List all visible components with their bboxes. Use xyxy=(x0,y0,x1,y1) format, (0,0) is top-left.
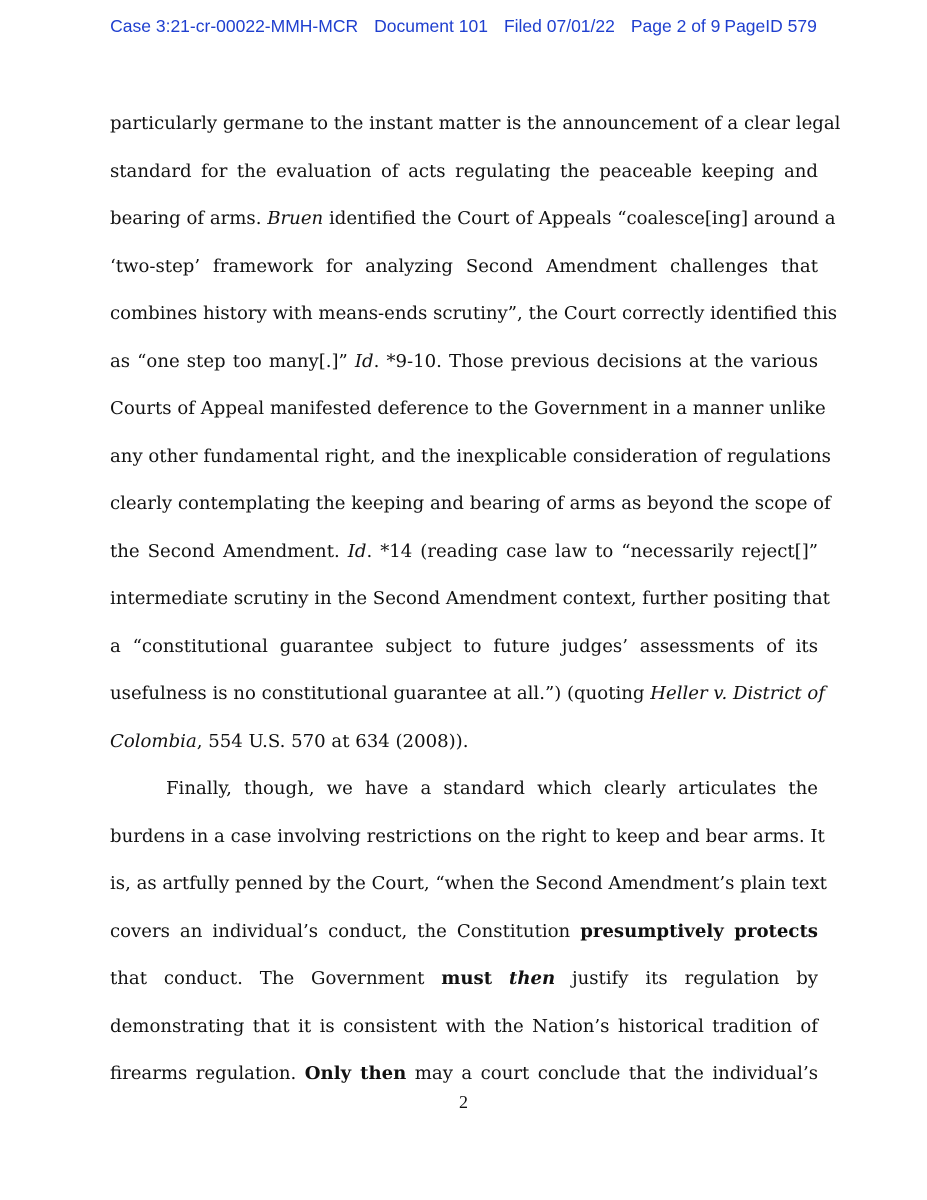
case-citation: Heller v. District of xyxy=(650,683,826,704)
text-line: a “constitutional guarantee subject to future judges’ assessments of its xyxy=(110,635,818,657)
text-line: is, as artfully penned by the Court, “when the Second Amendment’s plain text xyxy=(110,873,827,894)
case-citation: Id xyxy=(354,350,374,372)
text-line: ‘two-step’ framework for analyzing Second Amendment challenges that xyxy=(110,255,818,277)
page-count: Page 2 of 9 xyxy=(630,16,721,36)
text-line: intermediate scrutiny in the Second Amendment context, further positing that xyxy=(110,588,830,609)
filed-date: Filed 07/01/22 xyxy=(503,16,615,36)
case-number: Case 3:21-cr-00022-MMH-MCR xyxy=(110,16,359,36)
text-line: burdens in a case involving restrictions on the right to keep and bear arms. It xyxy=(110,825,825,847)
case-header xyxy=(0,16,927,37)
text-line: that conduct. The Government must then justify its regulation by xyxy=(110,968,818,989)
text-line: combines history with means-ends scrutiny”, the Court correctly identified this xyxy=(110,303,838,324)
text-line: bearing of arms. Bruen identified the Court of Appeals “coalesce[ing] around a xyxy=(110,208,836,229)
page-number: 2 xyxy=(459,1092,468,1112)
page-id: PageID 579 xyxy=(724,16,817,36)
text-line: Colombia, 554 U.S. 570 at 634 (2008)). xyxy=(110,730,469,752)
document-body xyxy=(110,104,841,1102)
case-citation: Bruen xyxy=(267,208,324,229)
text-line: demonstrating that it is consistent with the Nation’s historical tradition of xyxy=(110,1015,818,1037)
text-line: as “one step too many[.]” Id. *9-10. Those previous decisions at the various xyxy=(110,350,818,372)
case-citation: Colombia xyxy=(110,730,197,752)
paragraph-start-line: Finally, though, we have a standard which clearly articulates the xyxy=(166,778,818,799)
text-line: covers an individual’s conduct, the Constitution presumptively protects xyxy=(110,920,818,942)
case-citation: Id xyxy=(347,540,367,562)
text-line: the Second Amendment. Id. *14 (reading case law to “necessarily reject[]” xyxy=(110,540,818,562)
text-line: standard for the evaluation of acts regulating the peaceable keeping and xyxy=(110,160,818,182)
emphasis-bold: must xyxy=(441,968,493,989)
text-line: firearms regulation. Only then may a court conclude that the individual’s xyxy=(110,1063,818,1084)
text-line: particularly germane to the instant matter is the announcement of a clear legal xyxy=(110,113,841,134)
text-line: any other fundamental right, and the inexplicable consideration of regulations xyxy=(110,445,831,467)
emphasis-bold-italic: then xyxy=(508,968,556,989)
document-number: Document 101 xyxy=(374,16,488,36)
text-line: clearly contemplating the keeping and bearing of arms as beyond the scope of xyxy=(110,493,831,514)
text-line: usefulness is no constitutional guarantee at all.”) (quoting Heller v. District of xyxy=(110,683,826,704)
emphasis-bold: Only then xyxy=(304,1063,407,1084)
text-line: Courts of Appeal manifested deference to the Government in a manner unlike xyxy=(110,398,826,419)
emphasis-bold: presumptively protects xyxy=(580,920,818,942)
